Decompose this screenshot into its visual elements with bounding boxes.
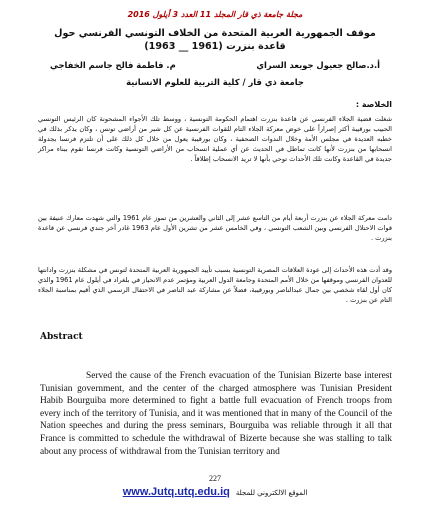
article-title: موقف الجمهورية العربية المتحدة من الخلاف التونسي الفرنسي حول قاعدة بنزرت (1961 __ 1963) bbox=[54, 28, 376, 52]
journal-website-link[interactable]: www.Jutq.utq.edu.iq bbox=[122, 486, 230, 498]
abstract-heading: Abstract bbox=[40, 332, 83, 342]
abstract-text: Served the cause of the French evacuation of the Tunisian Bizerte base interest Tunisian government, and the center of the charged atmosphere was Tunisian President Habib Bourguiba more determined to fight a battle full evacuation of French troops from every inch of the territory of Tunisia, and it was mentioned that in many of the Council of the Nation speeches and during the press seminars, Bourguiba was reliable through it all that France is committed to schedule the withdrawal of Bizerte because she was stalling to talk about any process of withdrawal from the Tunisian territory and bbox=[40, 371, 392, 457]
author-2: م. فاطمة فالح جاسم الخفاجي bbox=[50, 60, 176, 70]
footer-label: الموقع الالكتروني للمجلة bbox=[235, 489, 308, 497]
authors-line bbox=[50, 60, 380, 70]
summary-heading: الخلاصة : bbox=[355, 100, 392, 109]
summary-paragraph-2: دامت معركة الجلاء عن بنزرت أربعة أيام من التاسع عشر إلى الثاني والعشرين من تموز عام 1961 والتي شهدت معارك عنيفة بين قوات الاحتلال الفرنسي وبين الشعب التونسي ، وفي الخامس عشر من تشرين الأول عام 1963 غادر آخر جندي فرنسي عن قاعدة بنزرت . bbox=[38, 214, 392, 242]
summary-paragraph-3: وقد أدت هذه الأحداث إلى عودة العلاقات المصرية التونسية بسبب تأييد الجمهورية العربية المتحدة لتونس في مشكلة بنزرت وادانتها للعدوان الفرنسي وموقفها من خلال الأمم المتحدة وجامعة الدول العربية ومؤتمر عدم الانحياز في بلغراد في أيلول عام 1961 والذي كان أول لقاء شخصي بين جمال عبدالناصر وبورقيبة، فضلاً عن مشاركة عبد الناصر في الاحتفال الرسمي الذي أقيم بمناسبة الجلاء التام عن بنزرت . bbox=[38, 266, 393, 304]
author-1: أ.د.صالح جعيول جويعد السراي bbox=[256, 60, 380, 70]
footer bbox=[0, 486, 430, 498]
summary-paragraph-1: شغلت قضية الجلاء الفرنسي عن قاعدة بنزرت اهتمام الحكومة التونسية ، ووسط تلك الأجواء المشحونة كان الرئيس التونسي الحبيب بورقيبة أكثر إصراراً على خوض معركة الجلاء التام للقوات الفرنسية عن كل شبر من أراضي تونس ، وكان يذكر بذلك في خطبه العديدة في مجلس الأمة وخلال الندوات الصحفية ، وكان بورقيبة يعول من خلال كل ذلك على أن تلتزم فرنسا بجدولة انسحابها من بنزرت لأنها كانت تماطل في الحديث عن أي عملية انسحاب من الأراضي التونسية وكانت فرنسا تقوم ببناء مراكز جديدة في القاعدة وكانت تلك الأحداث توحي بأنها لا تريد الانسحاب إطلاقاً . bbox=[38, 115, 392, 163]
journal-header: مجلة جامعة ذي قار المجلد 11 العدد 3 أيلول 2016 bbox=[127, 10, 303, 19]
affiliation: جامعة ذي قار / كلية التربية للعلوم الانسانية bbox=[126, 77, 304, 87]
page-number: 227 bbox=[209, 474, 221, 483]
